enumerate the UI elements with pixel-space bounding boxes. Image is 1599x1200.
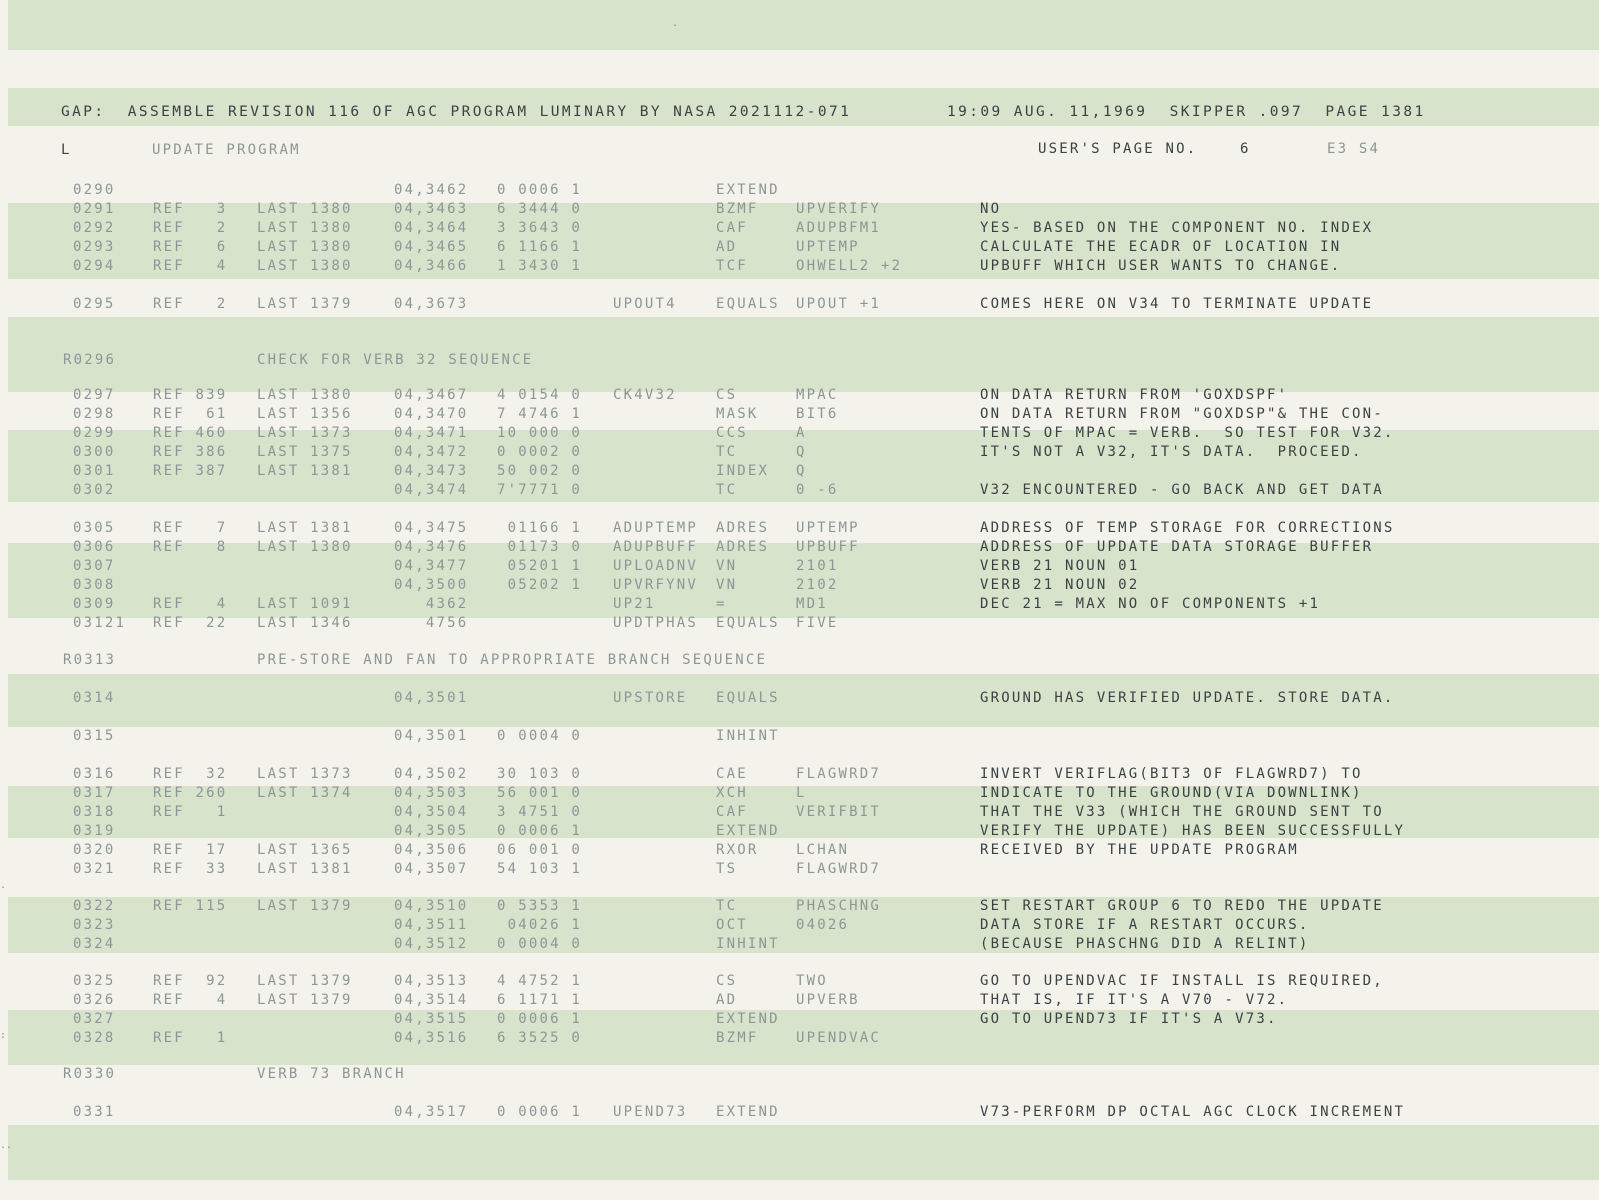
cell-last: LAST 1091 (257, 596, 353, 612)
cell-word: 0 0002 0 (497, 444, 583, 460)
cell-word: 10 000 0 (497, 425, 583, 441)
cell-ref: REF 22 (153, 615, 228, 631)
cell-last: LAST 1346 (257, 615, 353, 631)
cell-op: TC (716, 482, 738, 498)
cell-ref: REF 1 (153, 804, 228, 820)
cell-line: 0307 (73, 558, 116, 574)
cell-word: 0 0006 1 (497, 823, 583, 839)
cell-ref: REF 17 (153, 842, 228, 858)
cell-op: MASK (716, 406, 759, 422)
cell-ref: REF 1 (153, 1030, 228, 1046)
cell-word: 01173 0 (497, 539, 583, 555)
cell-op: RXOR (716, 842, 759, 858)
cell-last: LAST 1373 (257, 766, 353, 782)
section-heading: VERB 73 BRANCH (257, 1066, 406, 1082)
cell-operand: A (796, 425, 807, 441)
cell-word: 01166 1 (497, 520, 583, 536)
section-label: R0313 (63, 652, 117, 668)
cell-ref: REF 92 (153, 973, 228, 989)
cell-operand: UPOUT +1 (796, 296, 882, 312)
cell-comment: GO TO UPEND73 IF IT'S A V73. (980, 1011, 1278, 1027)
cell-op: TCF (716, 258, 748, 274)
cell-word: 30 103 0 (497, 766, 583, 782)
cell-addr: 04,3500 (394, 577, 469, 593)
cell-line: 0317 (73, 785, 116, 801)
cell-op: INHINT (716, 936, 780, 952)
cell-word: 56 001 0 (497, 785, 583, 801)
cell-label: UPDTPHAS (613, 615, 699, 631)
cell-line: 0314 (73, 690, 116, 706)
cell-comment: V73-PERFORM DP OCTAL AGC CLOCK INCREMENT (980, 1104, 1406, 1120)
cell-addr: 04,3502 (394, 766, 469, 782)
cell-operand: ADUPBFM1 (796, 220, 882, 236)
cell-op: AD (716, 239, 738, 255)
cell-operand: MD1 (796, 596, 828, 612)
cell-op: = (716, 596, 727, 612)
cell-addr: 04,3470 (394, 406, 469, 422)
cell-line: 0316 (73, 766, 116, 782)
cell-addr: 04,3474 (394, 482, 469, 498)
cell-line: 03121 (73, 615, 127, 631)
cell-line: 0315 (73, 728, 116, 744)
cell-op: ADRES (716, 539, 770, 555)
cell-addr: 04,3503 (394, 785, 469, 801)
cell-ref: REF 4 (153, 992, 228, 1008)
cell-comment: TENTS OF MPAC = VERB. SO TEST FOR V32. (980, 425, 1395, 441)
cell-line: 0300 (73, 444, 116, 460)
cell-label: UPSTORE (613, 690, 688, 706)
cell-operand: OHWELL2 +2 (796, 258, 903, 274)
cell-ref: REF 6 (153, 239, 228, 255)
cell-addr: 04,3514 (394, 992, 469, 1008)
cell-addr: 04,3504 (394, 804, 469, 820)
cell-line: 0322 (73, 898, 116, 914)
cell-op: AD (716, 992, 738, 1008)
cell-last: LAST 1381 (257, 520, 353, 536)
cell-word: 06 001 0 (497, 842, 583, 858)
cell-comment: INVERT VERIFLAG(BIT3 OF FLAGWRD7) TO (980, 766, 1363, 782)
cell-comment: UPBUFF WHICH USER WANTS TO CHANGE. (980, 258, 1342, 274)
cell-line: 0308 (73, 577, 116, 593)
header-right: 19:09 AUG. 11,1969 SKIPPER .097 PAGE 1381 (947, 104, 1426, 120)
cell-operand: VERIFBIT (796, 804, 882, 820)
cell-operand: 2101 (796, 558, 839, 574)
cell-last: LAST 1374 (257, 785, 353, 801)
cell-label: UPOUT4 (613, 296, 677, 312)
cell-comment: YES- BASED ON THE COMPONENT NO. INDEX (980, 220, 1374, 236)
cell-addr: 04,3507 (394, 861, 469, 877)
cell-word: 6 1171 1 (497, 992, 583, 1008)
cell-op: TC (716, 898, 738, 914)
cell-addr: 04,3466 (394, 258, 469, 274)
cell-operand: Q (796, 444, 807, 460)
cell-op: CCS (716, 425, 748, 441)
cell-comment: SET RESTART GROUP 6 TO REDO THE UPDATE (980, 898, 1384, 914)
cell-last: LAST 1380 (257, 201, 353, 217)
cell-op: BZMF (716, 201, 759, 217)
cell-label: ADUPTEMP (613, 520, 699, 536)
cell-operand: UPVERIFY (796, 201, 882, 217)
cell-operand: LCHAN (796, 842, 850, 858)
cell-comment: ADDRESS OF TEMP STORAGE FOR CORRECTIONS (980, 520, 1395, 536)
cell-line: 0297 (73, 387, 116, 403)
cell-last: LAST 1380 (257, 239, 353, 255)
cell-word: 0 0004 0 (497, 728, 583, 744)
cell-line: 0306 (73, 539, 116, 555)
cell-line: 0319 (73, 823, 116, 839)
cell-word: 05201 1 (497, 558, 583, 574)
cell-ref: REF 2 (153, 220, 228, 236)
subheader-code: L (61, 142, 72, 158)
users-page-number: USER'S PAGE NO. 6 (1038, 141, 1251, 157)
cell-last: LAST 1379 (257, 898, 353, 914)
cell-word: 04026 1 (497, 917, 583, 933)
cell-op: TC (716, 444, 738, 460)
cell-comment: VERB 21 NOUN 02 (980, 577, 1140, 593)
cell-addr: 04,3515 (394, 1011, 469, 1027)
cell-comment: DATA STORE IF A RESTART OCCURS. (980, 917, 1310, 933)
cell-operand: FIVE (796, 615, 839, 631)
cell-comment: IT'S NOT A V32, IT'S DATA. PROCEED. (980, 444, 1363, 460)
cell-op: INDEX (716, 463, 770, 479)
cell-operand: UPVERB (796, 992, 860, 1008)
cell-comment: GO TO UPENDVAC IF INSTALL IS REQUIRED, (980, 973, 1384, 989)
cell-op: EQUALS (716, 690, 780, 706)
cell-last: LAST 1380 (257, 258, 353, 274)
cell-operand: Q (796, 463, 807, 479)
cell-line: 0298 (73, 406, 116, 422)
section-heading: CHECK FOR VERB 32 SEQUENCE (257, 352, 534, 368)
cell-line: 0302 (73, 482, 116, 498)
cell-addr: 04,3464 (394, 220, 469, 236)
cell-addr: 04,3517 (394, 1104, 469, 1120)
cell-operand: UPENDVAC (796, 1030, 882, 1046)
cell-operand: 2102 (796, 577, 839, 593)
cell-operand: FLAGWRD7 (796, 766, 882, 782)
cell-op: CS (716, 387, 738, 403)
cell-operand: 04026 (796, 917, 850, 933)
cell-ref: REF 839 (153, 387, 228, 403)
cell-addr: 04,3477 (394, 558, 469, 574)
cell-line: 0328 (73, 1030, 116, 1046)
cell-operand: PHASCHNG (796, 898, 882, 914)
cell-label: UPVRFYNV (613, 577, 699, 593)
cell-op: BZMF (716, 1030, 759, 1046)
cell-ref: REF 32 (153, 766, 228, 782)
cell-comment: ON DATA RETURN FROM "GOXDSP"& THE CON- (980, 406, 1384, 422)
cell-comment: THAT THE V33 (WHICH THE GROUND SENT TO (980, 804, 1384, 820)
cell-word: 6 3525 0 (497, 1030, 583, 1046)
subheader-code2: E3 S4 (1327, 141, 1381, 157)
cell-comment: GROUND HAS VERIFIED UPDATE. STORE DATA. (980, 690, 1395, 706)
cell-operand: UPTEMP (796, 520, 860, 536)
cell-ref: REF 2 (153, 296, 228, 312)
cell-word: 54 103 1 (497, 861, 583, 877)
cell-line: 0301 (73, 463, 116, 479)
cell-last: LAST 1381 (257, 861, 353, 877)
cell-ref: REF 61 (153, 406, 228, 422)
cell-word: 1 3430 1 (497, 258, 583, 274)
cell-addr: 04,3513 (394, 973, 469, 989)
cell-addr: 4362 (394, 596, 469, 612)
cell-comment: CALCULATE THE ECADR OF LOCATION IN (980, 239, 1342, 255)
cell-word: 4 4752 1 (497, 973, 583, 989)
cell-line: 0327 (73, 1011, 116, 1027)
cell-comment: RECEIVED BY THE UPDATE PROGRAM (980, 842, 1299, 858)
cell-addr: 04,3511 (394, 917, 469, 933)
cell-last: LAST 1375 (257, 444, 353, 460)
cell-op: VN (716, 577, 738, 593)
cell-comment: V32 ENCOUNTERED - GO BACK AND GET DATA (980, 482, 1384, 498)
cell-label: UP21 (613, 596, 656, 612)
cell-line: 0299 (73, 425, 116, 441)
cell-line: 0293 (73, 239, 116, 255)
cell-operand: UPTEMP (796, 239, 860, 255)
cell-line: 0290 (73, 182, 116, 198)
section-label: R0296 (63, 352, 117, 368)
cell-comment: ADDRESS OF UPDATE DATA STORAGE BUFFER (980, 539, 1374, 555)
cell-addr: 04,3462 (394, 182, 469, 198)
cell-op: VN (716, 558, 738, 574)
cell-word: 6 3444 0 (497, 201, 583, 217)
cell-label: ADUPBUFF (613, 539, 699, 555)
cell-op: CAF (716, 804, 748, 820)
cell-addr: 04,3501 (394, 728, 469, 744)
cell-op: EQUALS (716, 615, 780, 631)
cell-op: EXTEND (716, 1104, 780, 1120)
cell-line: 0305 (73, 520, 116, 536)
cell-addr: 04,3476 (394, 539, 469, 555)
cell-last: LAST 1379 (257, 992, 353, 1008)
cell-line: 0325 (73, 973, 116, 989)
cell-operand: UPBUFF (796, 539, 860, 555)
cell-last: LAST 1379 (257, 973, 353, 989)
cell-word: 0 0004 0 (497, 936, 583, 952)
cell-line: 0326 (73, 992, 116, 1008)
cell-addr: 04,3467 (394, 387, 469, 403)
cell-operand: MPAC (796, 387, 839, 403)
cell-word: 7 4746 1 (497, 406, 583, 422)
cell-ref: REF 33 (153, 861, 228, 877)
cell-ref: REF 386 (153, 444, 228, 460)
cell-op: XCH (716, 785, 748, 801)
cell-addr: 04,3473 (394, 463, 469, 479)
cell-comment: THAT IS, IF IT'S A V70 - V72. (980, 992, 1289, 1008)
cell-addr: 04,3465 (394, 239, 469, 255)
cell-addr: 04,3475 (394, 520, 469, 536)
cell-op: CAE (716, 766, 748, 782)
cell-line: 0295 (73, 296, 116, 312)
cell-word: 0 0006 1 (497, 1011, 583, 1027)
cell-op: EXTEND (716, 1011, 780, 1027)
cell-ref: REF 387 (153, 463, 228, 479)
cell-line: 0291 (73, 201, 116, 217)
cell-op: CS (716, 973, 738, 989)
cell-line: 0292 (73, 220, 116, 236)
section-label: R0330 (63, 1066, 117, 1082)
cell-line: 0324 (73, 936, 116, 952)
cell-last: LAST 1379 (257, 296, 353, 312)
cell-word: 7'7771 0 (497, 482, 583, 498)
cell-label: UPEND73 (613, 1104, 688, 1120)
cell-operand: TWO (796, 973, 828, 989)
cell-ref: REF 7 (153, 520, 228, 536)
header-left: GAP: ASSEMBLE REVISION 116 OF AGC PROGRAM LUMINARY BY NASA 2021112-071 (61, 104, 852, 120)
cell-word: 0 0006 1 (497, 1104, 583, 1120)
cell-word: 4 0154 0 (497, 387, 583, 403)
cell-addr: 04,3501 (394, 690, 469, 706)
cell-last: LAST 1373 (257, 425, 353, 441)
cell-op: TS (716, 861, 738, 877)
cell-comment: DEC 21 = MAX NO OF COMPONENTS +1 (980, 596, 1321, 612)
cell-ref: REF 460 (153, 425, 228, 441)
cell-comment: COMES HERE ON V34 TO TERMINATE UPDATE (980, 296, 1374, 312)
cell-op: EXTEND (716, 182, 780, 198)
cell-label: UPLOADNV (613, 558, 699, 574)
cell-line: 0321 (73, 861, 116, 877)
cell-addr: 04,3506 (394, 842, 469, 858)
cell-word: 6 1166 1 (497, 239, 583, 255)
cell-last: LAST 1381 (257, 463, 353, 479)
cell-comment: INDICATE TO THE GROUND(VIA DOWNLINK) (980, 785, 1363, 801)
cell-addr: 04,3463 (394, 201, 469, 217)
cell-comment: VERIFY THE UPDATE) HAS BEEN SUCCESSFULLY (980, 823, 1406, 839)
cell-line: 0331 (73, 1104, 116, 1120)
cell-comment: ON DATA RETURN FROM 'GOXDSPF' (980, 387, 1289, 403)
cell-operand: FLAGWRD7 (796, 861, 882, 877)
cell-addr: 04,3516 (394, 1030, 469, 1046)
cell-last: LAST 1380 (257, 539, 353, 555)
cell-last: LAST 1380 (257, 220, 353, 236)
cell-line: 0309 (73, 596, 116, 612)
section-heading: PRE-STORE AND FAN TO APPROPRIATE BRANCH SEQUENCE (257, 652, 768, 668)
cell-addr: 04,3510 (394, 898, 469, 914)
cell-ref: REF 8 (153, 539, 228, 555)
cell-ref: REF 4 (153, 596, 228, 612)
cell-line: 0318 (73, 804, 116, 820)
cell-comment: VERB 21 NOUN 01 (980, 558, 1140, 574)
cell-comment: NO (980, 201, 1002, 217)
cell-addr: 4756 (394, 615, 469, 631)
cell-op: CAF (716, 220, 748, 236)
cell-word: 0 0006 1 (497, 182, 583, 198)
cell-word: 05202 1 (497, 577, 583, 593)
cell-operand: L (796, 785, 807, 801)
cell-op: EQUALS (716, 296, 780, 312)
cell-addr: 04,3505 (394, 823, 469, 839)
cell-last: LAST 1365 (257, 842, 353, 858)
cell-addr: 04,3471 (394, 425, 469, 441)
cell-comment: (BECAUSE PHASCHNG DID A RELINT) (980, 936, 1310, 952)
cell-op: ADRES (716, 520, 770, 536)
cell-op: OCT (716, 917, 748, 933)
cell-ref: REF 4 (153, 258, 228, 274)
cell-last: LAST 1356 (257, 406, 353, 422)
cell-word: 0 5353 1 (497, 898, 583, 914)
cell-operand: BIT6 (796, 406, 839, 422)
cell-line: 0320 (73, 842, 116, 858)
cell-ref: REF 260 (153, 785, 228, 801)
cell-last: LAST 1380 (257, 387, 353, 403)
cell-addr: 04,3512 (394, 936, 469, 952)
cell-word: 3 4751 0 (497, 804, 583, 820)
cell-label: CK4V32 (613, 387, 677, 403)
cell-word: 50 002 0 (497, 463, 583, 479)
cell-ref: REF 3 (153, 201, 228, 217)
cell-ref: REF 115 (153, 898, 228, 914)
cell-op: EXTEND (716, 823, 780, 839)
cell-operand: 0 -6 (796, 482, 839, 498)
subheader-title: UPDATE PROGRAM (152, 142, 301, 158)
cell-op: INHINT (716, 728, 780, 744)
cell-addr: 04,3673 (394, 296, 469, 312)
cell-addr: 04,3472 (394, 444, 469, 460)
cell-line: 0294 (73, 258, 116, 274)
cell-word: 3 3643 0 (497, 220, 583, 236)
cell-line: 0323 (73, 917, 116, 933)
